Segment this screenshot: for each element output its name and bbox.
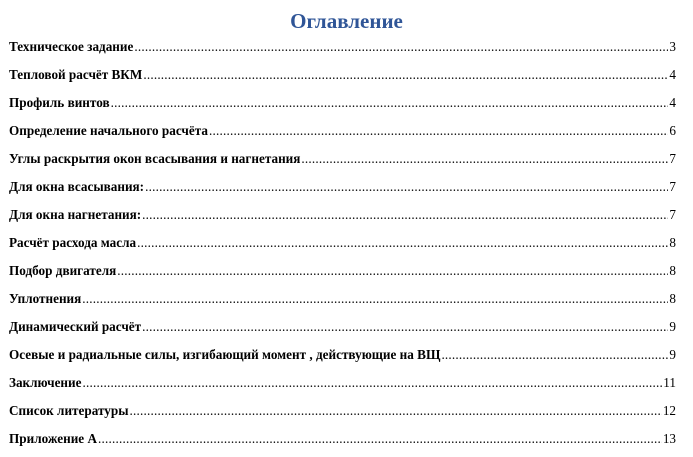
- toc-entry-discharge-window[interactable]: [9, 205, 676, 233]
- toc-entry-text: Для окна всасывания:: [9, 179, 145, 194]
- toc-entry-text: Техническое задание: [9, 39, 134, 54]
- toc-entry-text: Динамический расчёт: [9, 319, 142, 334]
- toc-entry-text: Список литературы: [9, 403, 129, 418]
- toc-entry-text: Приложение А: [9, 431, 97, 446]
- toc-entry-text: Профиль винтов: [9, 95, 110, 110]
- toc-entry-thermal-calculation[interactable]: [9, 65, 676, 93]
- toc-entry-oil-flow[interactable]: [9, 233, 676, 261]
- toc-entry-text: Определение начального расчёта: [9, 123, 208, 138]
- toc-entry-suction-window[interactable]: [9, 177, 676, 205]
- toc-page-number: 11: [663, 375, 676, 390]
- toc-page-number: 9: [669, 347, 676, 362]
- toc-dot-leader: [98, 431, 662, 447]
- toc-entry-technical-task[interactable]: [9, 37, 676, 65]
- toc-entry-dynamic-calculation[interactable]: [9, 317, 676, 345]
- toc-page-number: 3: [669, 39, 676, 54]
- toc-page-number: 8: [669, 263, 676, 278]
- toc-entry-text: Расчёт расхода масла: [9, 235, 137, 250]
- toc-dot-leader: [301, 151, 668, 167]
- toc-entry-text: Заключение: [9, 375, 82, 390]
- toc-dot-leader: [134, 39, 668, 55]
- toc-entry-seals[interactable]: [9, 289, 676, 317]
- toc-entry-text: Подбор двигателя: [9, 263, 117, 278]
- toc-page-number: 8: [669, 235, 676, 250]
- toc-entry-initial-calculation[interactable]: [9, 121, 676, 149]
- toc-entry-text: Для окна нагнетания:: [9, 207, 142, 222]
- toc-entry-screw-profile[interactable]: [9, 93, 676, 121]
- toc-entry-window-angles[interactable]: [9, 149, 676, 177]
- toc-dot-leader: [117, 263, 668, 279]
- toc-dot-leader: [82, 375, 662, 391]
- toc-title: Оглавление: [290, 9, 403, 33]
- toc-dot-leader: [130, 403, 662, 419]
- toc-page-number: 4: [669, 67, 676, 82]
- toc-page-number: 8: [669, 291, 676, 306]
- toc-dot-leader: [441, 347, 668, 363]
- toc-dot-leader: [111, 95, 669, 111]
- toc-entry-appendix-a[interactable]: [9, 429, 676, 457]
- toc-entry-text: Тепловой расчёт ВКМ: [9, 67, 143, 82]
- toc-entry-axial-radial-forces[interactable]: [9, 345, 676, 373]
- toc-dot-leader: [82, 291, 668, 307]
- toc-page-number: 7: [669, 207, 676, 222]
- toc-page-number: 13: [662, 431, 676, 446]
- toc-page-number: 12: [662, 403, 676, 418]
- toc-page-number: 6: [669, 123, 676, 138]
- toc-dot-leader: [142, 319, 668, 335]
- toc-dot-leader: [143, 67, 668, 83]
- toc-entry-text: Уплотнения: [9, 291, 82, 306]
- toc-page-number: 4: [669, 95, 676, 110]
- toc-entry-references[interactable]: [9, 401, 676, 429]
- toc-dot-leader: [145, 179, 668, 195]
- toc-page-number: 9: [669, 319, 676, 334]
- toc-page-number: 7: [669, 179, 676, 194]
- toc-entry-text: Углы раскрытия окон всасывания и нагнетания: [9, 151, 301, 166]
- toc-entry-motor-selection[interactable]: [9, 261, 676, 289]
- toc-list: [9, 37, 676, 457]
- toc-dot-leader: [209, 123, 668, 139]
- toc-dot-leader: [137, 235, 668, 251]
- toc-dot-leader: [142, 207, 668, 223]
- toc-page-number: 7: [669, 151, 676, 166]
- toc-entry-text: Осевые и радиальные силы, изгибающий момент , действующие на ВЩ: [9, 347, 441, 362]
- toc-entry-conclusion[interactable]: [9, 373, 676, 401]
